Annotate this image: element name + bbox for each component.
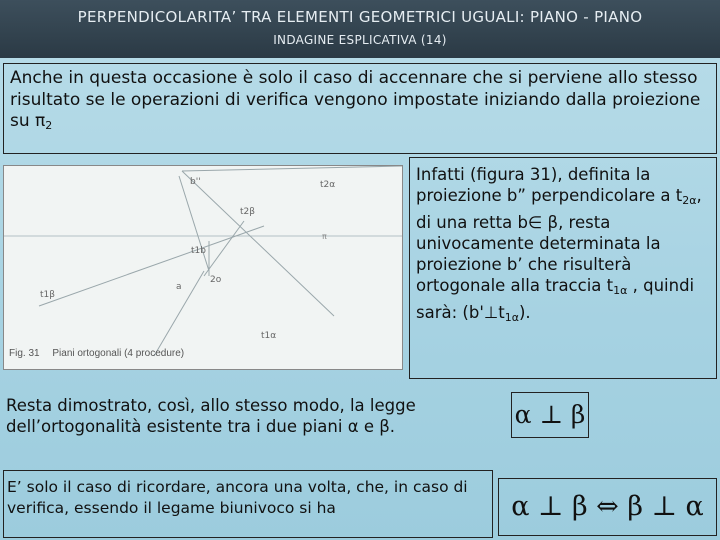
intro-text: Anche in questa occasione è solo il caso di accennare che si perviene allo stesso risultato se le operazioni di verifica vengono impostate iniziando dalla proiezione su xyxy=(10,68,701,131)
figure-number: Fig. 31 xyxy=(9,348,40,359)
label-t2a: t2α xyxy=(320,180,336,190)
explain-part3: , quindi sarà: (b'⊥t xyxy=(416,276,695,322)
formula-alpha-perp-beta: α ⊥ β xyxy=(511,392,589,438)
trace-t1a xyxy=(182,171,334,316)
label-t1a: t1α xyxy=(261,331,277,341)
label-pi: π xyxy=(322,232,327,241)
explain-part4: ). xyxy=(518,302,531,322)
label-t1b: t1b xyxy=(191,246,206,256)
intro-text-box xyxy=(3,63,717,154)
figure-31 xyxy=(3,165,403,370)
explain-sub3: 1α xyxy=(504,310,519,324)
conclusion-text: Resta dimostrato, così, allo stesso modo, la legge dell’ortogonalità esistente tra i due piani α e β. xyxy=(6,396,416,436)
explain-part2: , di una retta b∈ β, resta univocamente determinata la proiezione b’ che risulterà ortogonale alla traccia t xyxy=(416,186,702,296)
geometric-construction-diagram xyxy=(4,166,402,369)
trace-t2b xyxy=(204,221,244,276)
slide-subtitle: INDAGINE ESPLICATIVA (14) xyxy=(273,33,447,47)
label-b2: b'' xyxy=(190,177,201,187)
pi-subscript: 2 xyxy=(45,119,53,132)
explain-sub1: 2α xyxy=(682,194,697,208)
trace-t1b xyxy=(39,226,264,306)
explain-sub2: 1α xyxy=(613,284,628,298)
explain-part1: Infatti (figura 31), definita la proiezione b” perpendicolare a t xyxy=(416,165,683,206)
slide-title: PERPENDICOLARITA’ TRA ELEMENTI GEOMETRICI UGUALI: PIANO - PIANO xyxy=(77,8,643,26)
projection-b2 xyxy=(179,176,209,271)
label-t2b: t2β xyxy=(240,207,255,217)
figure-caption-text: Piani ortogonali (4 procedure) xyxy=(52,348,185,359)
pi-symbol: π xyxy=(35,111,46,131)
trace-t2a xyxy=(182,166,402,171)
title-bar xyxy=(0,0,720,58)
figure-caption xyxy=(9,348,194,359)
label-t1b-left: t1β xyxy=(40,290,55,300)
formula-biunivocal: α ⊥ β ⇔ β ⊥ α xyxy=(498,478,717,536)
label-2o: 2o xyxy=(210,275,222,285)
reminder-text: E’ solo il caso di ricordare, ancora una volta, che, in caso di verifica, essendo il legame biunivoco si ha xyxy=(3,470,493,538)
label-a: a xyxy=(176,282,182,292)
explanation-box xyxy=(409,157,717,379)
